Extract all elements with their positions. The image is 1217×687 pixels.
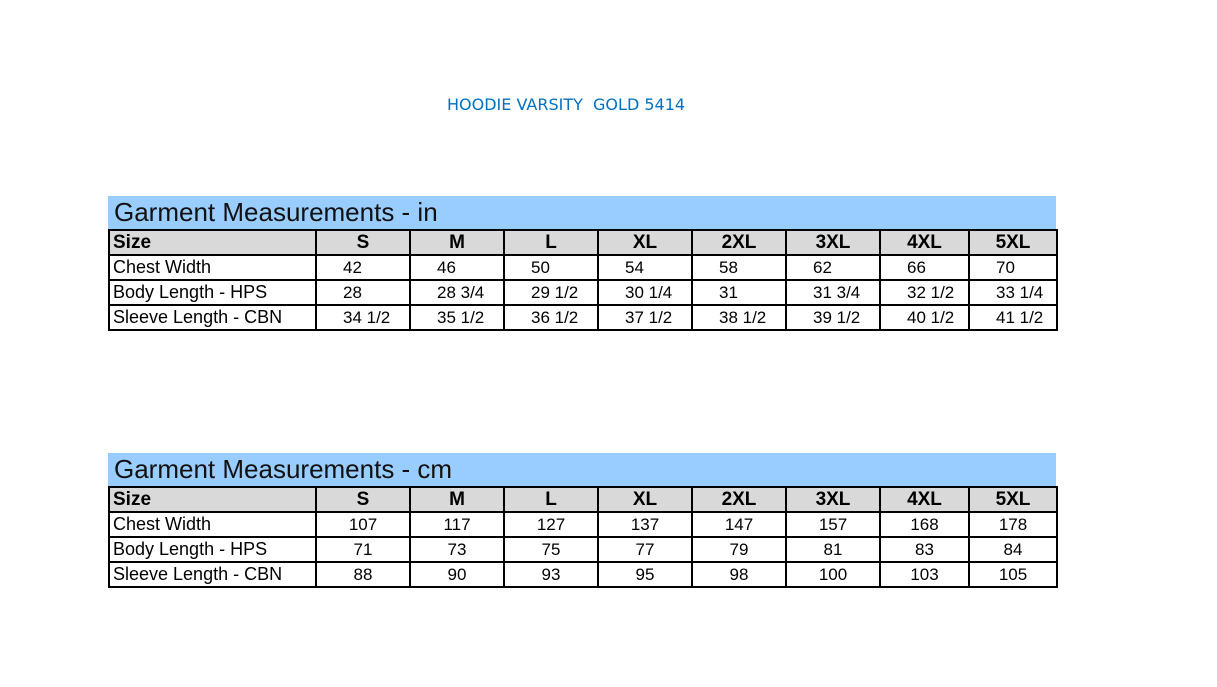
column-header: 3XL bbox=[786, 230, 880, 255]
column-header: M bbox=[410, 230, 504, 255]
table-cell: 84 bbox=[969, 537, 1057, 562]
row-label: Chest Width bbox=[109, 512, 316, 537]
table-cell: 107 bbox=[316, 512, 410, 537]
table-cell: 54 bbox=[598, 255, 692, 280]
column-header: 5XL bbox=[969, 487, 1057, 512]
table-cell: 81 bbox=[786, 537, 880, 562]
table-cell: 39 1/2 bbox=[786, 305, 880, 330]
table-cell: 38 1/2 bbox=[692, 305, 786, 330]
table-row bbox=[109, 512, 1057, 537]
column-header: 2XL bbox=[692, 487, 786, 512]
column-header: M bbox=[410, 487, 504, 512]
table-cell: 70 bbox=[969, 255, 1057, 280]
table-heading: Garment Measurements - in bbox=[108, 196, 1056, 229]
column-header: XL bbox=[598, 487, 692, 512]
table-cell: 36 1/2 bbox=[504, 305, 598, 330]
table-cell: 41 1/2 bbox=[969, 305, 1057, 330]
column-header: S bbox=[316, 230, 410, 255]
table-cell: 31 3/4 bbox=[786, 280, 880, 305]
table-cell: 103 bbox=[880, 562, 969, 587]
table-row bbox=[109, 305, 1057, 330]
table-row bbox=[109, 537, 1057, 562]
header-row bbox=[109, 487, 1057, 512]
table-cell: 32 1/2 bbox=[880, 280, 969, 305]
row-label: Sleeve Length - CBN bbox=[109, 305, 316, 330]
table-cell: 90 bbox=[410, 562, 504, 587]
header-row bbox=[109, 230, 1057, 255]
inches-measurement-table bbox=[108, 196, 1056, 331]
table-cell: 40 1/2 bbox=[880, 305, 969, 330]
table-cell: 35 1/2 bbox=[410, 305, 504, 330]
column-header: L bbox=[504, 230, 598, 255]
row-label: Sleeve Length - CBN bbox=[109, 562, 316, 587]
column-header: 4XL bbox=[880, 230, 969, 255]
measurement-grid bbox=[108, 486, 1058, 588]
table-cell: 31 bbox=[692, 280, 786, 305]
table-cell: 42 bbox=[316, 255, 410, 280]
table-cell: 28 3/4 bbox=[410, 280, 504, 305]
table-heading: Garment Measurements - cm bbox=[108, 453, 1056, 486]
table-cell: 88 bbox=[316, 562, 410, 587]
table-cell: 50 bbox=[504, 255, 598, 280]
table-cell: 66 bbox=[880, 255, 969, 280]
table-cell: 168 bbox=[880, 512, 969, 537]
table-cell: 147 bbox=[692, 512, 786, 537]
table-cell: 98 bbox=[692, 562, 786, 587]
table-row bbox=[109, 562, 1057, 587]
cm-measurement-table bbox=[108, 453, 1056, 588]
table-cell: 37 1/2 bbox=[598, 305, 692, 330]
column-header: 5XL bbox=[969, 230, 1057, 255]
table-cell: 62 bbox=[786, 255, 880, 280]
row-label: Chest Width bbox=[109, 255, 316, 280]
row-label: Body Length - HPS bbox=[109, 537, 316, 562]
table-cell: 58 bbox=[692, 255, 786, 280]
column-header: XL bbox=[598, 230, 692, 255]
table-cell: 29 1/2 bbox=[504, 280, 598, 305]
column-header: 3XL bbox=[786, 487, 880, 512]
table-cell: 28 bbox=[316, 280, 410, 305]
table-cell: 127 bbox=[504, 512, 598, 537]
table-cell: 33 1/4 bbox=[969, 280, 1057, 305]
table-cell: 30 1/4 bbox=[598, 280, 692, 305]
table-cell: 100 bbox=[786, 562, 880, 587]
table-cell: 46 bbox=[410, 255, 504, 280]
table-cell: 71 bbox=[316, 537, 410, 562]
measurement-grid bbox=[108, 229, 1058, 331]
table-cell: 105 bbox=[969, 562, 1057, 587]
column-header-size: Size bbox=[109, 230, 316, 255]
table-cell: 34 1/2 bbox=[316, 305, 410, 330]
table-cell: 73 bbox=[410, 537, 504, 562]
table-cell: 79 bbox=[692, 537, 786, 562]
column-header: S bbox=[316, 487, 410, 512]
table-cell: 117 bbox=[410, 512, 504, 537]
table-cell: 93 bbox=[504, 562, 598, 587]
table-row bbox=[109, 280, 1057, 305]
table-cell: 137 bbox=[598, 512, 692, 537]
column-header-size: Size bbox=[109, 487, 316, 512]
row-label: Body Length - HPS bbox=[109, 280, 316, 305]
column-header: 4XL bbox=[880, 487, 969, 512]
column-header: 2XL bbox=[692, 230, 786, 255]
table-row bbox=[109, 255, 1057, 280]
table-cell: 157 bbox=[786, 512, 880, 537]
table-cell: 95 bbox=[598, 562, 692, 587]
table-cell: 83 bbox=[880, 537, 969, 562]
table-cell: 75 bbox=[504, 537, 598, 562]
product-title: HOODIE VARSITY GOLD 5414 bbox=[447, 95, 686, 114]
column-header: L bbox=[504, 487, 598, 512]
table-cell: 178 bbox=[969, 512, 1057, 537]
table-cell: 77 bbox=[598, 537, 692, 562]
